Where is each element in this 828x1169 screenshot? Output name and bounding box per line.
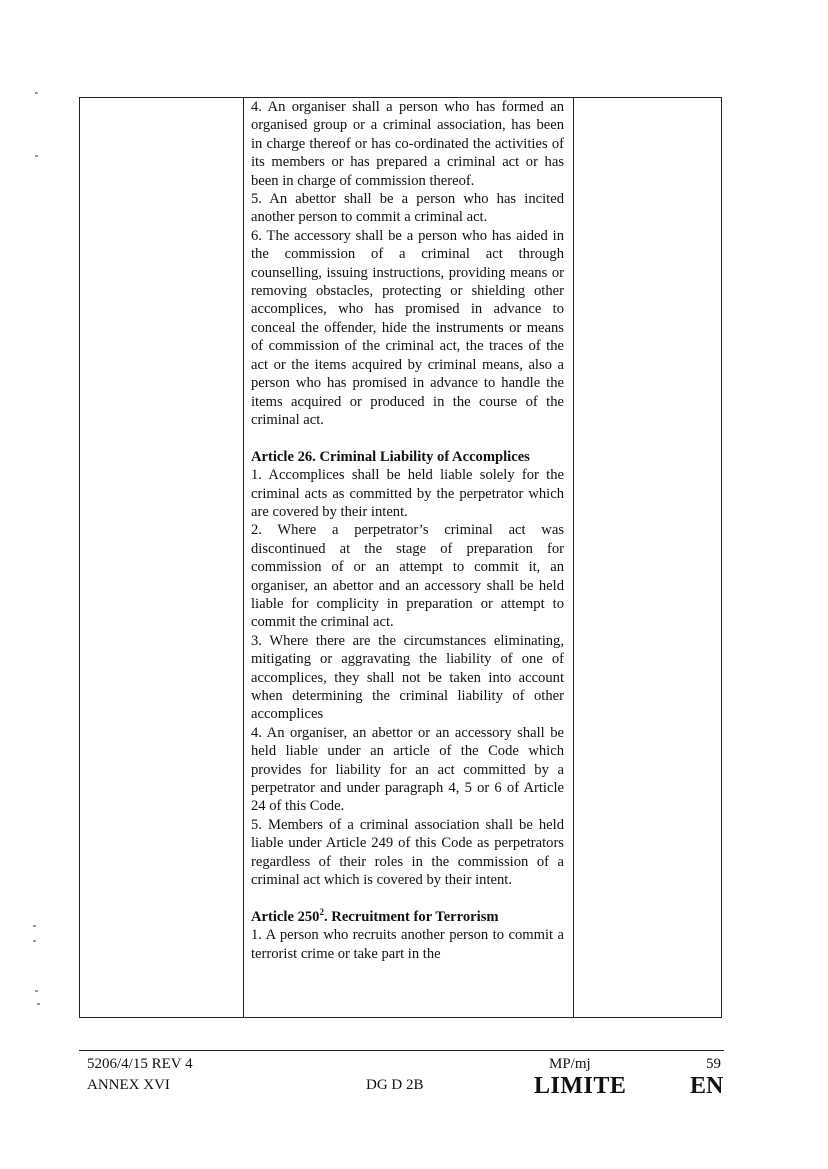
language-code: EN xyxy=(690,1073,724,1099)
paragraph: 1. A person who recruits another person to commit a terrorist crime or take part in the xyxy=(251,927,564,962)
classification-label: LIMITE xyxy=(534,1073,627,1099)
paragraph: 3. Where there are the circumstances eliminating, mitigating or aggravating the liability of one of accomplices, they shall not be taken into account when determining the criminal liability of other accomplices xyxy=(251,632,564,723)
scan-speck xyxy=(37,1003,40,1005)
scan-speck xyxy=(33,925,36,927)
paragraph: 6. The accessory shall be a person who has aided in the commission of a criminal act through counselling, issuing instructions, providing means or removing obstacles, protecting or shielding other accomplices, who has promised in advance to conceal the offender, hide the instruments or means of commission of the criminal act, the traces of the act or the items acquired by criminal means, also a person who has promised in advance to handle the items acquired or produced in the course of the criminal act. xyxy=(251,227,564,428)
three-column-table xyxy=(79,97,722,1018)
page-number: 59 xyxy=(706,1056,721,1072)
scan-speck xyxy=(33,940,36,942)
scan-speck xyxy=(35,155,38,157)
article-26-heading: Article 26. Criminal Liability of Accomplices xyxy=(251,448,530,465)
middle-column xyxy=(243,98,574,1017)
left-column xyxy=(80,98,244,1017)
scan-speck xyxy=(35,92,38,94)
annex-label: ANNEX XVI xyxy=(87,1077,170,1093)
dg-label: DG D 2B xyxy=(366,1077,424,1093)
right-column xyxy=(574,98,721,1017)
article-250-heading: Article $250^2$. Recruitment for Terrorism xyxy=(251,906,499,925)
initials: MP/mj xyxy=(549,1056,591,1072)
paragraph: 2. Where a perpetrator’s criminal act was discontinued at the stage of preparation for commission of or an attempt to commit it, an organiser, an abettor and an accessory shall be held liable for complicity in preparation or attempt to commit the criminal act. xyxy=(251,522,564,631)
article-text xyxy=(251,98,564,963)
paragraph: 1. Accomplices shall be held liable solely for the criminal acts as committed by the perpetrator which are covered by their intent. xyxy=(251,467,564,520)
paragraph: 5. An abettor shall be a person who has incited another person to commit a criminal act. xyxy=(251,191,564,226)
paragraph: 5. Members of a criminal association shall be held liable under Article 249 of this Code as perpetrators regardless of their roles in the commission of a criminal act which is covered by their intent. xyxy=(251,816,564,889)
footer-divider xyxy=(79,1050,724,1051)
scan-speck xyxy=(35,990,38,992)
document-reference: 5206/4/15 REV 4 xyxy=(87,1056,193,1072)
paragraph: 4. An organiser, an abettor or an accessory shall be held liable under an article of the Code which provides for liability for an act committed by a perpetrator and under paragraph 4, 5 or 6 of Article 24 of this Code. xyxy=(251,724,564,815)
paragraph: 4. An organiser shall a person who has formed an organised group or a criminal association, has been in charge thereof or has co-ordinated the activities of its members or has prepared a criminal act or has been in charge of commission thereof. xyxy=(251,99,564,189)
